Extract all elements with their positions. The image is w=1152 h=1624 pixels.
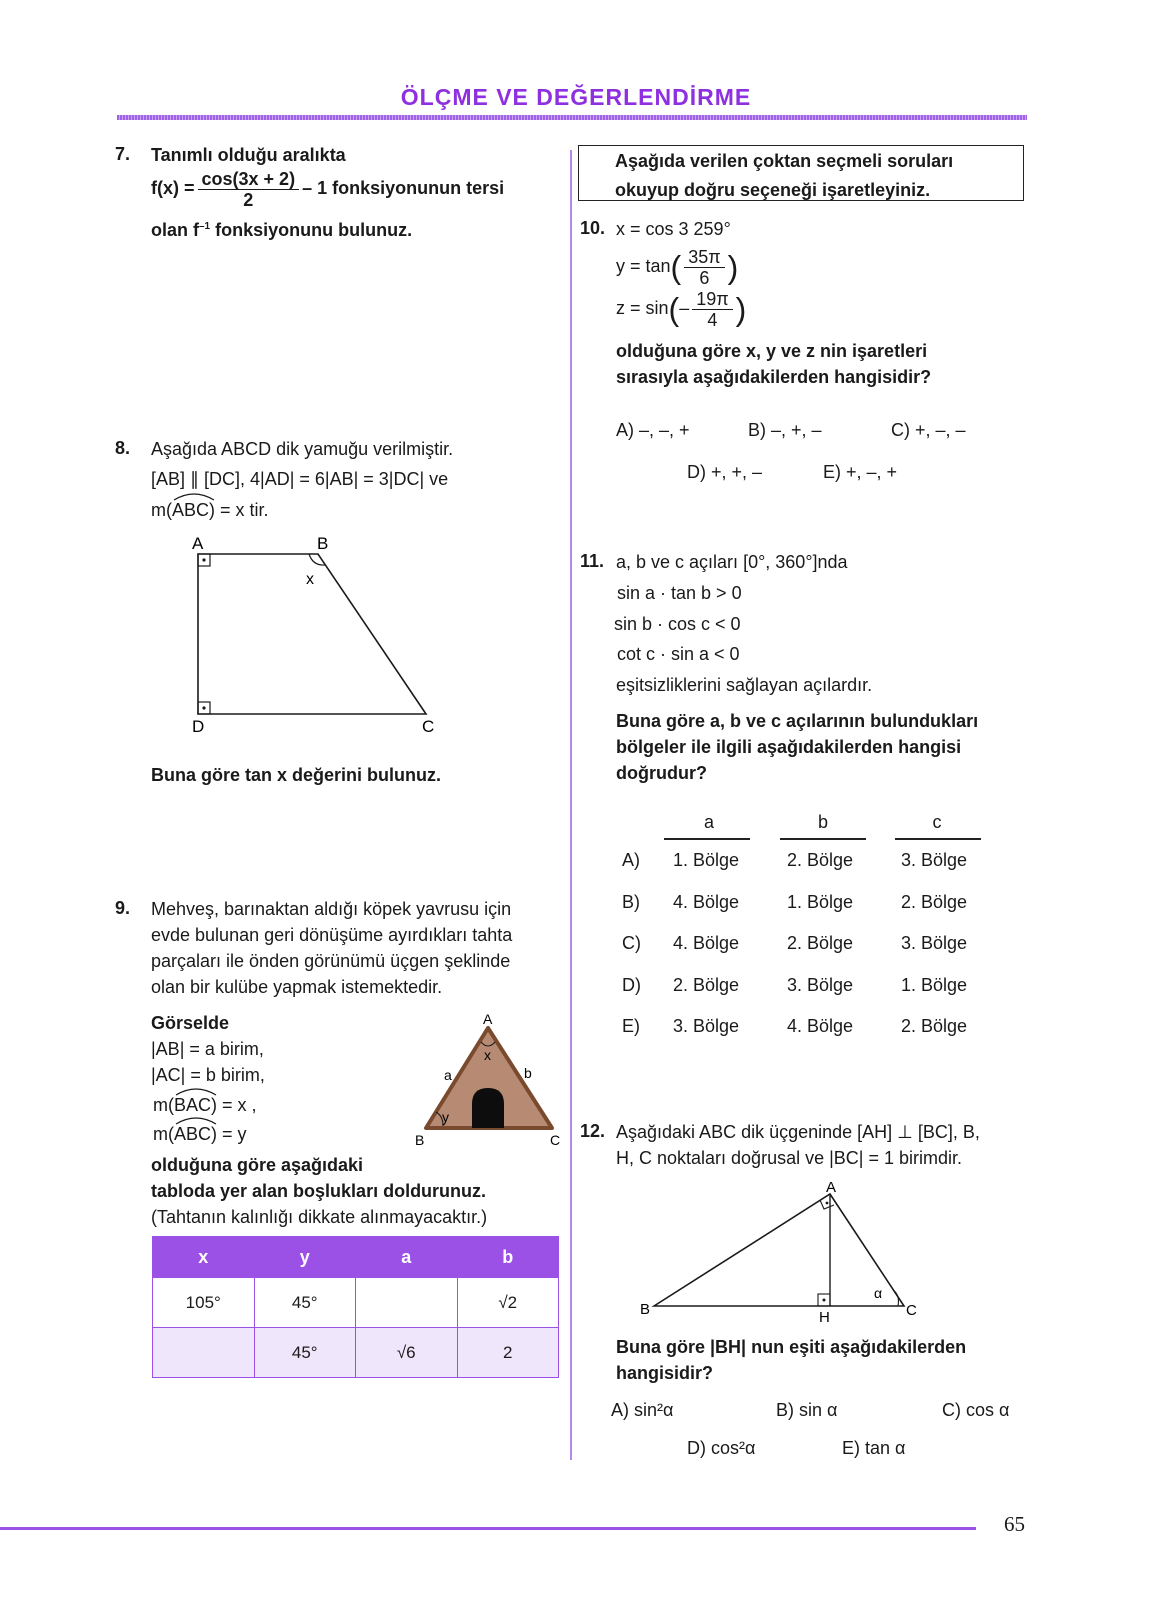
- q11-choice-a-value: 4. Bölge: [673, 933, 740, 953]
- q11-ineq1: sin a · tan b > 0: [617, 583, 742, 603]
- q9-given3-a: m(: [153, 1095, 174, 1115]
- q11-choice-label[interactable]: C): [622, 933, 641, 953]
- q9-table-cell: √6: [356, 1328, 458, 1378]
- q11-number: 11.: [580, 551, 605, 571]
- q8-trapezoid-figure: [180, 530, 460, 740]
- q7-line3: [151, 214, 412, 243]
- column-divider: [570, 150, 572, 1460]
- q11-line1-a: a, b ve c açıları: [616, 552, 739, 572]
- q9-table-cell: [153, 1328, 255, 1378]
- q8-label-c: C: [422, 717, 435, 736]
- q11-choice-a-value: 1. Bölge: [673, 850, 740, 870]
- q9-table-cell: 45°: [254, 1278, 356, 1328]
- q10-z-lhs: z = sin: [616, 298, 669, 318]
- q9-arc-abc: [174, 1121, 211, 1147]
- q9-gorselde: Görselde: [151, 1013, 230, 1033]
- q12-angle-alpha-arc: [893, 1290, 898, 1306]
- q9-line: olan bir kulübe yapmak istemektedir.: [151, 977, 443, 997]
- q11-col-rule-c: [895, 838, 981, 840]
- q7-line3-a: olan f: [151, 220, 199, 240]
- q10-y-def: [616, 244, 738, 288]
- q11-line1-b: nda: [817, 552, 848, 572]
- q8-right-angle-d-dot: [202, 706, 205, 709]
- q11-ineq3: cot c · sin a < 0: [617, 644, 740, 664]
- q9-label-side-a: a: [444, 1067, 452, 1083]
- q8-question: Buna göre tan x değerini bulunuz.: [151, 765, 442, 785]
- q7-minus-one: – 1: [302, 178, 328, 198]
- q11-interval: [0°, 360°]: [743, 552, 818, 572]
- q10-choice-d[interactable]: D) +, +, –: [687, 462, 763, 482]
- q8-number: 8.: [115, 438, 131, 458]
- q7-line3-b: fonksiyonunu bulunuz.: [210, 220, 413, 240]
- q12-label-c: C: [906, 1302, 917, 1319]
- table-row: [153, 1278, 559, 1328]
- q11-choice-label[interactable]: B): [622, 892, 640, 912]
- q11-choice-c-value: 2. Bölge: [901, 1016, 968, 1036]
- q11-col-header-a: a: [703, 812, 714, 832]
- page-header-title: ÖLÇME VE DEĞERLENDİRME: [400, 84, 752, 110]
- q12-number: 12.: [580, 1121, 606, 1141]
- q10-y-lhs: y = tan: [616, 256, 671, 276]
- q9-line: parçaları ile önden görünümü üçgen şeklinde: [151, 951, 511, 971]
- q12-choice-e[interactable]: E) tan α: [842, 1438, 906, 1458]
- q10-z-def: [616, 286, 746, 330]
- q9-table-header: x: [153, 1237, 255, 1278]
- q9-table-header: a: [356, 1237, 458, 1278]
- q7-f-lhs: f(x) =: [151, 178, 195, 198]
- q9-given4-b: ) = y: [211, 1124, 247, 1144]
- instruction-line1: Aşağıda verilen çoktan seçmeli soruları: [615, 151, 954, 171]
- q10-z-paren-close: ): [735, 291, 747, 328]
- q10-choice-b[interactable]: B) –, +, –: [748, 420, 822, 440]
- q7-fraction: [198, 169, 300, 210]
- q9-table-header: b: [457, 1237, 559, 1278]
- q9-label-c: C: [550, 1132, 561, 1148]
- q9-given4-arc: ABC: [174, 1124, 212, 1144]
- q12-choice-a[interactable]: A) sin²α: [611, 1400, 674, 1420]
- q12-triangle-figure: [636, 1178, 926, 1324]
- q8-label-b: B: [317, 534, 329, 553]
- q11-choice-c-value: 2. Bölge: [901, 892, 968, 912]
- q11-choice-b-value: 3. Bölge: [787, 975, 854, 995]
- q9-given1: |AB| = a birim,: [151, 1039, 264, 1059]
- q9-label-b: B: [415, 1132, 425, 1148]
- q10-z-paren-open: (: [668, 291, 680, 328]
- q12-right-angle-h-dot: [823, 1299, 826, 1302]
- q9-given4: [153, 1121, 247, 1147]
- q11-col-rule-a: [664, 838, 750, 840]
- q12-label-h: H: [819, 1309, 830, 1324]
- q9-given2: |AC| = b birim,: [151, 1065, 265, 1085]
- q10-z-num: 19π: [692, 289, 732, 310]
- q11-choice-a-value: 2. Bölge: [673, 975, 740, 995]
- q10-y-paren-open: (: [670, 249, 682, 286]
- q11-choice-label[interactable]: A): [622, 850, 640, 870]
- q9-given3-arc: BAC: [174, 1095, 212, 1115]
- q11-choice-label[interactable]: D): [622, 975, 641, 995]
- q10-number: 10.: [580, 218, 606, 238]
- q7-number: 7.: [115, 144, 131, 164]
- q12-right-angle-a: [820, 1200, 834, 1209]
- q7-formula: [151, 166, 504, 210]
- q11-choice-b-value: 1. Bölge: [787, 892, 854, 912]
- q12-right-angle-a-dot: [826, 1202, 829, 1205]
- page-number: 65: [1004, 1512, 1025, 1536]
- q10-y-paren-close: ): [727, 249, 739, 286]
- q9-door: [472, 1088, 504, 1128]
- q9-table-cell: 2: [457, 1328, 559, 1378]
- q12-question2: hangisidir?: [616, 1363, 714, 1383]
- q11-choice-a-value: 4. Bölge: [673, 892, 740, 912]
- q12-choice-c[interactable]: C) cos α: [942, 1400, 1010, 1420]
- q9-table-cell: √2: [457, 1278, 559, 1328]
- q8-line2: [AB] ∥ [DC], 4|AD| = 6|AB| = 3|DC| ve: [151, 469, 449, 489]
- q10-choice-e[interactable]: E) +, –, +: [823, 462, 898, 482]
- q9-label-x: x: [484, 1047, 491, 1063]
- q12-choice-d[interactable]: D) cos²α: [687, 1438, 756, 1458]
- instruction-box: [578, 145, 1024, 201]
- q9-given3-b: ) = x ,: [211, 1095, 257, 1115]
- q11-question1: Buna göre a, b ve c açılarının bulundukları: [616, 711, 979, 731]
- q9-data-table: [152, 1236, 559, 1378]
- q12-label-b: B: [640, 1301, 651, 1318]
- q8-label-x: x: [306, 571, 314, 588]
- header-rule: [117, 115, 1027, 120]
- q10-z-fraction: [692, 289, 732, 330]
- q10-y-fraction: [684, 247, 724, 288]
- q10-y-num: 35π: [684, 247, 724, 268]
- q10-choice-c[interactable]: C) +, –, –: [891, 420, 966, 440]
- q11-choice-c-value: 1. Bölge: [901, 975, 968, 995]
- q11-question2: bölgeler ile ilgili aşağıdakilerden hangisi: [616, 737, 962, 757]
- q12-label-a: A: [826, 1179, 837, 1196]
- q11-choice-b-value: 4. Bölge: [787, 1016, 854, 1036]
- q8-right-angle-a-dot: [202, 558, 205, 561]
- q10-x-def: x = cos 3 259°: [616, 219, 731, 239]
- q9-given4-a: m(: [153, 1124, 174, 1144]
- q7-line1: Tanımlı olduğu aralıkta: [151, 145, 346, 165]
- q7-line2-tail: fonksiyonunun tersi: [332, 178, 505, 198]
- footer-rule: [0, 1527, 976, 1530]
- q7-line3-sup: –1: [199, 221, 211, 232]
- q8-label-a: A: [192, 534, 204, 553]
- q8-line3-a: m(: [151, 500, 172, 520]
- q8-line1: Aşağıda ABCD dik yamuğu verilmiştir.: [151, 439, 454, 459]
- q11-line1: [616, 549, 848, 575]
- q8-line3: [151, 497, 269, 523]
- q9-question-line2: tabloda yer alan boşlukları doldurunuz.: [151, 1181, 487, 1201]
- q9-label-a: A: [483, 1011, 493, 1027]
- q10-y-den: 6: [699, 267, 710, 288]
- q8-arc-label: [172, 497, 209, 523]
- q10-question2: sırasıyla aşağıdakilerden hangisidir?: [616, 367, 932, 387]
- q9-question-line3: (Tahtanın kalınlığı dikkate alınmayacaktır.): [151, 1207, 488, 1227]
- q11-col-header-b: b: [817, 812, 828, 832]
- q9-table-header: y: [254, 1237, 356, 1278]
- q9-table-cell: 105°: [153, 1278, 255, 1328]
- q12-line2: H, C noktaları doğrusal ve |BC| = 1 birimdir.: [616, 1148, 962, 1168]
- q11-choice-a-value: 3. Bölge: [673, 1016, 740, 1036]
- q11-choice-label[interactable]: E): [622, 1016, 640, 1036]
- q8-line3-arc: ABC: [172, 500, 210, 520]
- q12-line1: Aşağıdaki ABC dik üçgeninde [AH] ⊥ [BC], B,: [616, 1122, 980, 1142]
- q11-col-rule-b: [780, 838, 866, 840]
- q12-triangle: [654, 1194, 904, 1306]
- q8-label-d: D: [192, 717, 205, 736]
- table-row: [153, 1328, 559, 1378]
- q11-col-header-c: c: [932, 812, 942, 832]
- q9-label-y: y: [442, 1109, 449, 1125]
- q9-question-line1: olduğuna göre aşağıdaki: [151, 1155, 364, 1175]
- q9-table-header-row: [153, 1237, 559, 1278]
- q9-label-side-b: b: [524, 1065, 532, 1081]
- q12-choice-b[interactable]: B) sin α: [776, 1400, 838, 1420]
- q12-question1: Buna göre |BH| nun eşiti aşağıdakilerden: [616, 1337, 967, 1357]
- q12-label-alpha: α: [874, 1285, 883, 1301]
- q8-line3-b: ) = x tir.: [209, 500, 269, 520]
- q11-choice-b-value: 2. Bölge: [787, 850, 854, 870]
- q11-choice-c-value: 3. Bölge: [901, 933, 968, 953]
- instruction-line2: okuyup doğru seçeneği işaretleyiniz.: [615, 180, 931, 200]
- q9-arc-bac-mark: [174, 1086, 218, 1096]
- q9-table-cell: 45°: [254, 1328, 356, 1378]
- q8-arc-mark: [172, 491, 216, 501]
- q11-ineq2: sin b · cos c < 0: [614, 614, 741, 634]
- q9-arc-abc-mark: [174, 1115, 218, 1125]
- q7-frac-den: 2: [243, 189, 254, 210]
- q10-choice-a[interactable]: A) –, –, +: [616, 420, 690, 440]
- q9-line: evde bulunan geri dönüşüme ayırdıkları tahta: [151, 925, 513, 945]
- q9-number: 9.: [115, 898, 131, 918]
- q11-choice-b-value: 2. Bölge: [787, 933, 854, 953]
- q7-frac-num: cos(3x + 2): [198, 169, 300, 190]
- q11-question3: doğrudur?: [616, 763, 707, 783]
- q9-line: Mehveş, barınaktan aldığı köpek yavrusu için: [151, 899, 512, 919]
- q11-choice-c-value: 3. Bölge: [901, 850, 968, 870]
- q9-table-cell: [356, 1278, 458, 1328]
- q11-line5: eşitsizliklerini sağlayan açılardır.: [616, 675, 873, 695]
- q9-doghouse-figure: [410, 1010, 570, 1150]
- q10-z-den: 4: [707, 309, 718, 330]
- q10-z-sign: –: [679, 298, 690, 318]
- q10-question1: olduğuna göre x, y ve z nin işaretleri: [616, 341, 928, 361]
